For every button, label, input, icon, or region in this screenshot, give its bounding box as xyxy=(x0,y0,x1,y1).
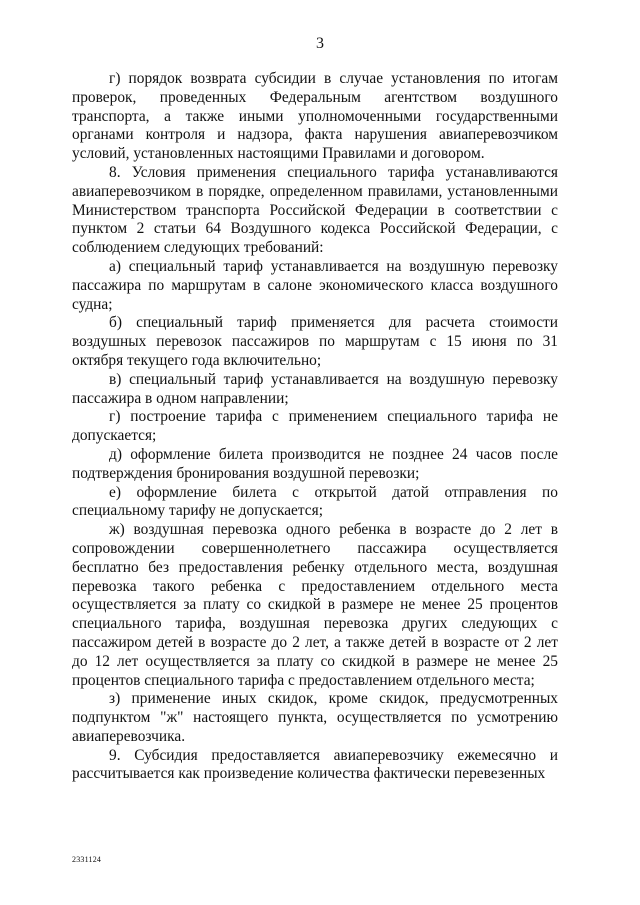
paragraph-a-economy-class: а) специальный тариф устанавливается на воздушную перевозку пассажира по маршрутам в салоне экономического класса воздушного судна; xyxy=(72,257,558,313)
paragraph-v-one-direction: в) специальный тариф устанавливается на воздушную перевозку пассажира в одном направлении; xyxy=(72,370,558,407)
paragraph-e-open-date: е) оформление билета с открытой датой отправления по специальному тарифу не допускается; xyxy=(72,483,558,520)
paragraph-g-tariff-construction: г) построение тарифа с применением специального тарифа не допускается; xyxy=(72,408,558,445)
paragraph-9-subsidy: 9. Субсидия предоставляется авиаперевозчику ежемесячно и рассчитывается как произведение количества фактически перевезенных xyxy=(72,746,558,783)
footer-document-code: 2331124 xyxy=(72,855,102,864)
paragraph-8-special-tariff-conditions: 8. Условия применения специального тарифа устанавливаются авиаперевозчиком в порядке, определенном правилами, установленными Министерством транспорта Российской Федерации в соответствии с пунктом 2 статьи 64 Воздушного кодекса Российской Федерации, с соблюдением следующих требований: xyxy=(72,163,558,257)
paragraph-zh-child-transport: ж) воздушная перевозка одного ребенка в возрасте до 2 лет в сопровождении совершеннолетнего пассажира осуществляется бесплатно без предоставления ребенку отдельного места, воздушная перевозка такого ребенка с предоставлением отдельного места осуществляется за плату со скидкой в размере не менее 25 процентов специального тарифа, воздушная перевозка других следующих с пассажиром детей в возрасте до 2 лет, а также детей в возрасте от 2 лет до 12 лет осуществляется за плату со скидкой в размере не менее 25 процентов специального тарифа с предоставлением отдельного места; xyxy=(72,521,558,689)
paragraph-d-ticket-issuance: д) оформление билета производится не позднее 24 часов после подтверждения бронирования воздушной перевозки; xyxy=(72,445,558,482)
paragraph-g-refund-procedure: г) порядок возврата субсидии в случае установления по итогам проверок, проведенных Федеральным агентством воздушного транспорта, а также иными уполномоченными государственными органами контроля и надзора, факта нарушения авиаперевозчиком условий, установленных настоящими Правилами и договором. xyxy=(72,70,558,163)
paragraph-z-other-discounts: з) применение иных скидок, кроме скидок, предусмотренных подпунктом "ж" настоящего пункта, осуществляется по усмотрению авиаперевозчика. xyxy=(72,690,558,745)
paragraph-b-date-range: б) специальный тариф применяется для расчета стоимости воздушных перевозок пассажиров по маршрутам с 15 июня по 31 октября текущего года включительно; xyxy=(72,314,558,369)
page-number: 3 xyxy=(316,35,324,52)
document-body xyxy=(72,70,558,784)
